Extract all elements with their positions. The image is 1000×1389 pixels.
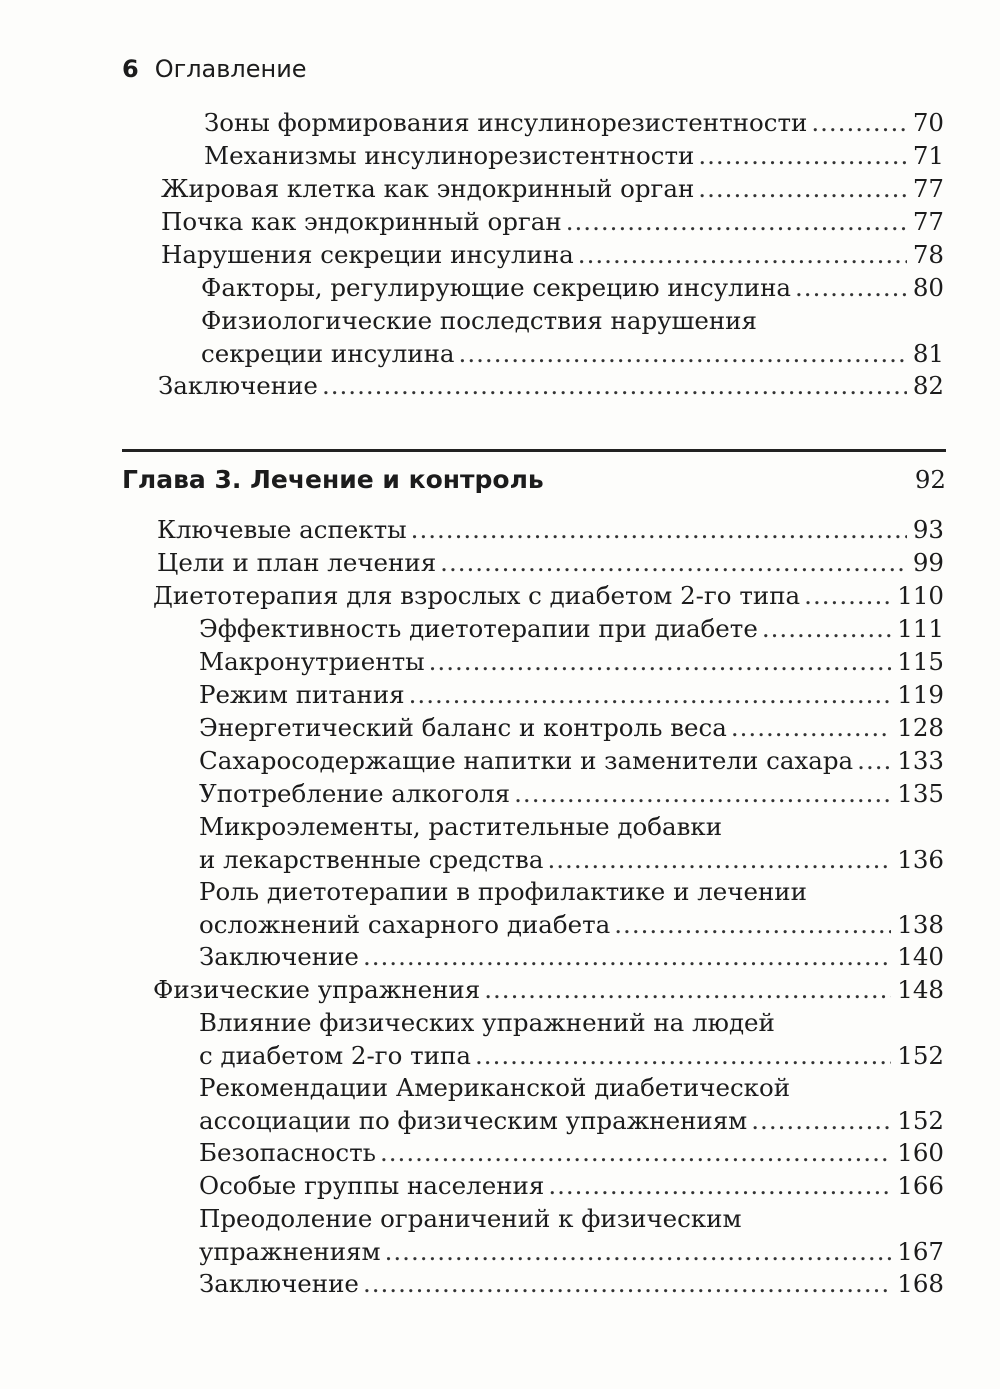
dot-leader — [385, 1235, 892, 1268]
toc-entry-page: 111 — [897, 614, 944, 643]
toc-entry-title-line: Микроэлементы, растительные добавки — [199, 812, 723, 841]
toc-entry-page: 110 — [897, 581, 944, 610]
chapter-divider — [122, 449, 946, 452]
toc-entry-page: 140 — [897, 942, 944, 971]
chapter-heading — [122, 462, 946, 498]
toc-entry-title: упражнениям — [199, 1237, 381, 1266]
toc-entry-page: 160 — [897, 1138, 944, 1167]
toc-entry — [204, 106, 944, 139]
toc-entry-page: 166 — [897, 1171, 944, 1200]
toc-entry-title: Ключевые аспекты — [157, 515, 407, 544]
toc-entry-title: и лекарственные средства — [199, 845, 544, 874]
toc-entry-title: Заключение — [158, 371, 318, 400]
toc-entry — [153, 973, 944, 1006]
dot-leader — [731, 711, 891, 744]
dot-leader — [363, 940, 891, 973]
toc-entry — [199, 1169, 944, 1202]
toc-entry — [199, 1071, 944, 1137]
toc-entry — [199, 1202, 944, 1268]
toc-entry — [199, 645, 944, 678]
toc-entry — [199, 810, 944, 876]
dot-leader — [459, 337, 907, 370]
dot-leader — [566, 205, 907, 238]
running-title: Оглавление — [154, 55, 307, 83]
toc-entry-page: 167 — [897, 1237, 944, 1266]
dot-leader — [578, 238, 907, 271]
chapter-page: 92 — [914, 465, 946, 494]
dot-leader — [698, 172, 907, 205]
toc-entry-title: Почка как эндокринный орган — [161, 207, 562, 236]
toc-entry-page: 136 — [897, 845, 944, 874]
toc-entry — [204, 139, 944, 172]
toc-entry-title-line: Преодоление ограничений к физическим — [199, 1204, 742, 1233]
toc-entry-title: Заключение — [199, 1269, 359, 1298]
toc-entry-page: 77 — [912, 207, 944, 236]
dot-leader — [484, 973, 891, 1006]
toc-entry-page: 138 — [897, 910, 944, 939]
dot-leader — [440, 546, 907, 579]
toc-entry-title: Безопасность — [199, 1138, 376, 1167]
toc-entry — [199, 1267, 944, 1300]
dot-leader — [322, 369, 907, 402]
dot-leader — [475, 1039, 891, 1072]
toc-entry-title: секреции инсулина — [201, 339, 455, 368]
toc-entry-page: 93 — [912, 515, 944, 544]
dot-leader — [762, 612, 891, 645]
toc-entry-title: Макронутриенты — [199, 647, 425, 676]
toc-entry — [199, 711, 944, 744]
toc-entry — [161, 205, 944, 238]
toc-entry-page: 78 — [912, 240, 944, 269]
toc-entry-title: Употребление алкоголя — [199, 779, 511, 808]
toc-entry-title-line: Роль диетотерапии в профилактике и лечении — [199, 877, 807, 906]
toc-entry — [199, 1136, 944, 1169]
toc-entry — [158, 369, 944, 402]
toc-entry-page: 135 — [897, 779, 944, 808]
toc-entry — [199, 777, 944, 810]
toc-entry-title: Нарушения секреции инсулина — [161, 240, 574, 269]
dot-leader — [411, 513, 907, 546]
dot-leader — [751, 1104, 891, 1137]
toc-entry-page: 77 — [912, 174, 944, 203]
toc-entry-page: 168 — [897, 1269, 944, 1298]
toc-entry-title: Режим питания — [199, 680, 405, 709]
toc-entry — [199, 678, 944, 711]
toc-entry — [199, 940, 944, 973]
toc-entry-title: Жировая клетка как эндокринный орган — [161, 174, 695, 203]
chapter-title: Глава 3. Лечение и контроль — [122, 465, 544, 494]
toc-entry — [201, 304, 944, 370]
toc-entry-title: осложнений сахарного диабета — [199, 910, 611, 939]
toc-entry-page: 81 — [912, 339, 944, 368]
dot-leader — [804, 579, 891, 612]
toc-entry-page: 99 — [912, 548, 944, 577]
toc-entry-page: 152 — [897, 1106, 944, 1135]
dot-leader — [614, 908, 891, 941]
dot-leader — [363, 1267, 891, 1300]
toc-entry-page: 70 — [912, 108, 944, 137]
toc-entry-page: 82 — [912, 371, 944, 400]
toc-entry-title-line: Влияние физических упражнений на людей — [199, 1008, 775, 1037]
dot-leader — [514, 777, 891, 810]
dot-leader — [857, 744, 891, 777]
toc-entry — [157, 513, 944, 546]
toc-entry — [161, 238, 944, 271]
toc-entry-page: 148 — [897, 975, 944, 1004]
toc-entry — [161, 172, 944, 205]
toc-entry-title-line: Рекомендации Американской диабетической — [199, 1073, 791, 1102]
toc-entry-title-line: Физиологические последствия нарушения — [201, 306, 757, 335]
dot-leader — [380, 1136, 891, 1169]
dot-leader — [795, 271, 907, 304]
toc-entry-page: 80 — [912, 273, 944, 302]
toc-entry-title: с диабетом 2-го типа — [199, 1041, 471, 1070]
dot-leader — [811, 106, 906, 139]
toc-entry-title: Механизмы инсулинорезистентности — [204, 141, 695, 170]
toc-entry-title: ассоциации по физическим упражнениям — [199, 1106, 748, 1135]
toc-entry-title: Заключение — [199, 942, 359, 971]
toc-entry-title: Эффективность диетотерапии при диабете — [199, 614, 758, 643]
dot-leader — [429, 645, 892, 678]
toc-entry-page: 115 — [897, 647, 944, 676]
toc-entry-page: 71 — [912, 141, 944, 170]
toc-entry-title: Факторы, регулирующие секрецию инсулина — [201, 273, 792, 302]
toc-entry-page: 128 — [897, 713, 944, 742]
toc-entry — [199, 1006, 944, 1072]
toc-entry-title: Энергетический баланс и контроль веса — [199, 713, 727, 742]
toc-entry-title: Цели и план лечения — [157, 548, 437, 577]
toc-entry — [201, 271, 944, 304]
toc-entry-page: 152 — [897, 1041, 944, 1070]
toc-entry — [157, 546, 944, 579]
toc-entry — [153, 579, 944, 612]
page-number: 6 — [122, 55, 139, 83]
toc-entry-title: Диетотерапия для взрослых с диабетом 2-го типа — [153, 581, 801, 610]
toc-entry — [199, 612, 944, 645]
dot-leader — [548, 1169, 891, 1202]
dot-leader — [698, 139, 906, 172]
running-header — [122, 52, 307, 86]
dot-leader — [547, 843, 891, 876]
toc-entry — [199, 875, 944, 941]
toc-entry-title: Зоны формирования инсулинорезистентности — [204, 108, 808, 137]
toc-entry-title: Физические упражнения — [153, 975, 481, 1004]
toc-entry — [199, 744, 944, 777]
toc-entry-title: Сахаросодержащие напитки и заменители сахара — [199, 746, 854, 775]
toc-entry-title: Особые группы населения — [199, 1171, 545, 1200]
dot-leader — [409, 678, 892, 711]
toc-entry-page: 119 — [897, 680, 944, 709]
toc-entry-page: 133 — [897, 746, 944, 775]
